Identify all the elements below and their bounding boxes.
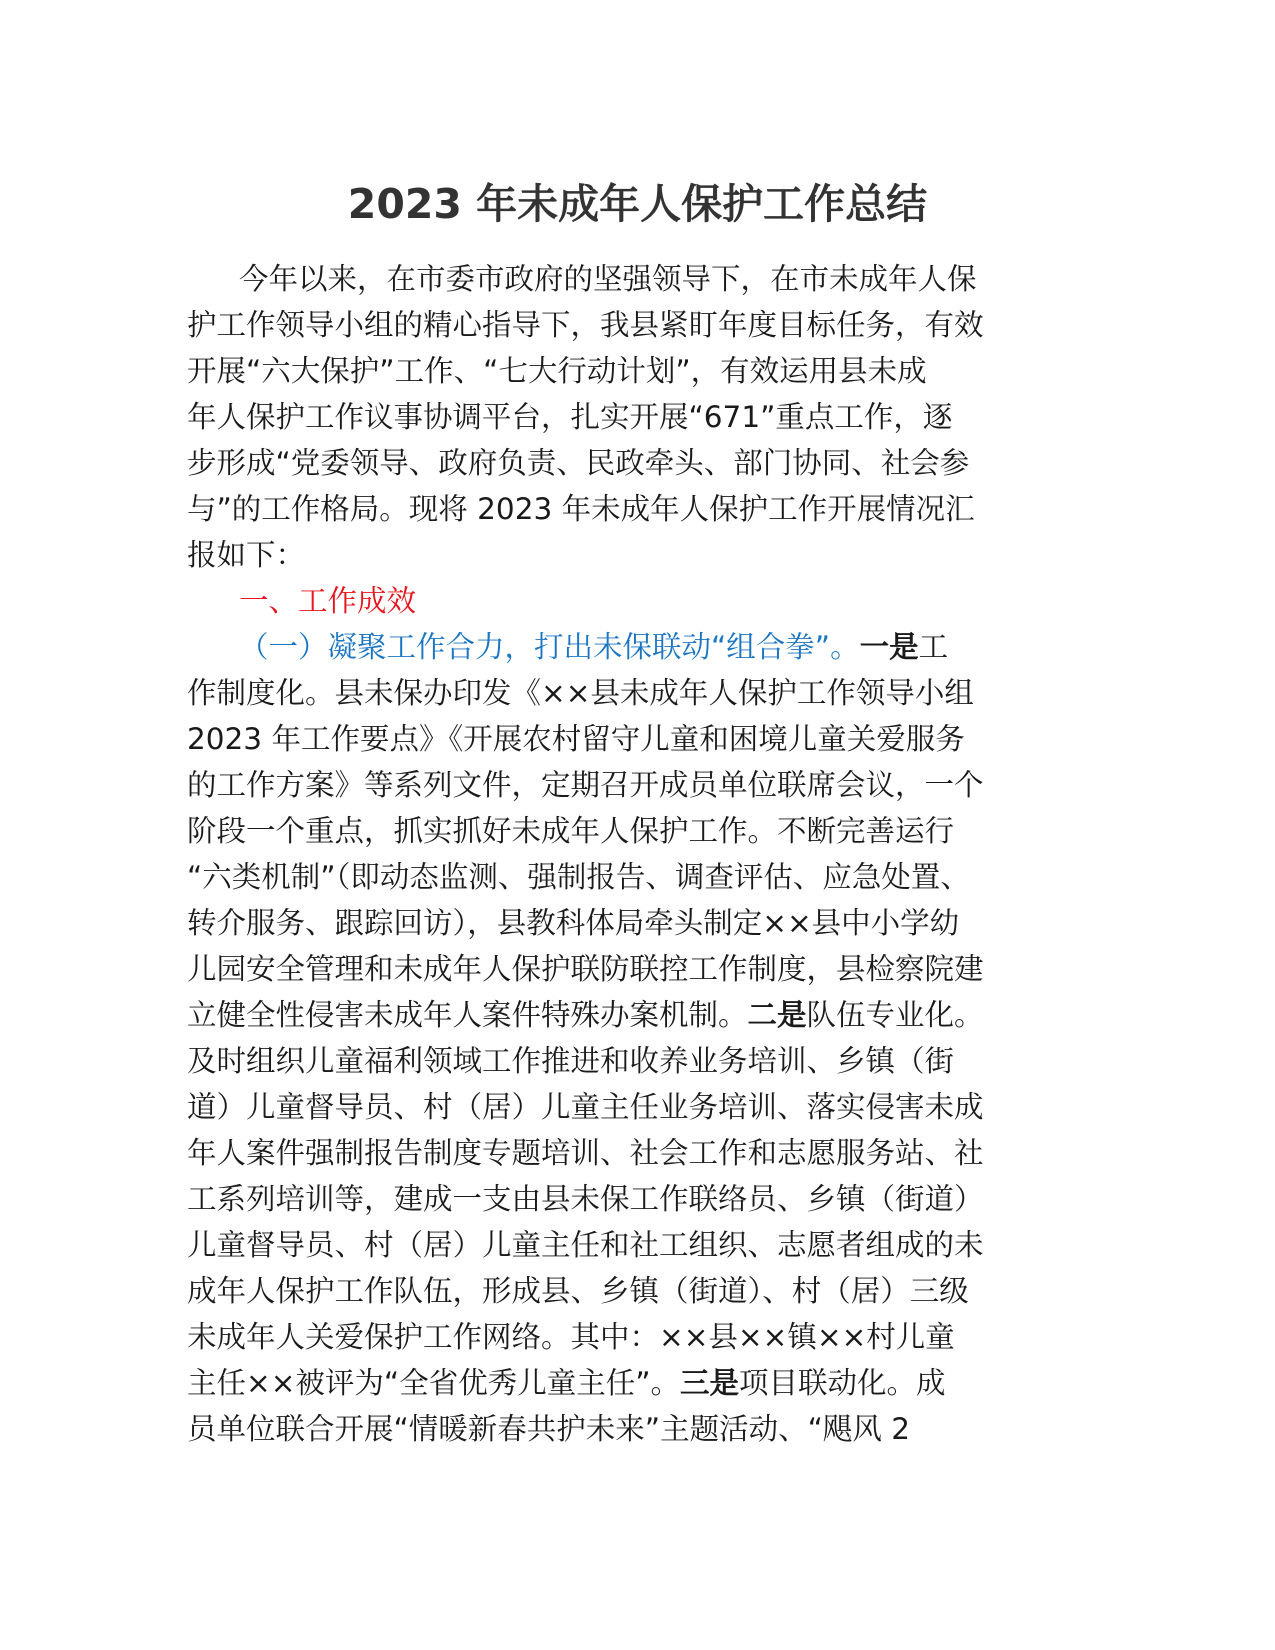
- text-run: 的工作方案》等系列文件，定期召开成员单位联席会议，一个: [187, 768, 984, 802]
- subsection-heading-text: （一）凝聚工作合力，打出未保联动“组合拳”。: [239, 630, 860, 664]
- text-run: 主任××被评为“全省优秀儿童主任”。: [187, 1366, 681, 1400]
- text-line: [187, 1360, 1087, 1406]
- text-run: 步形成“党委领导、政府负责、民政牵头、部门协同、社会参: [187, 446, 970, 480]
- emphasis-text: 一是: [859, 630, 919, 664]
- text-line: [187, 946, 1087, 992]
- text-line: [187, 532, 1087, 578]
- text-run: 今年以来，在市委市政府的坚强领导下，在市未成年人保: [239, 262, 977, 296]
- section-heading-text: 一、工作成效: [239, 584, 417, 618]
- text-line: [187, 256, 1087, 302]
- text-run: 成年人保护工作队伍，形成县、乡镇（街道）、村（居）三级: [187, 1274, 969, 1308]
- text-run: 及时组织儿童福利领域工作推进和收养业务培训、乡镇（街: [187, 1044, 955, 1078]
- subsection-heading: [187, 624, 1087, 670]
- text-line: [187, 1084, 1087, 1130]
- text-run: “六类机制”（即动态监测、强制报告、调查评估、应急处置、: [187, 860, 970, 894]
- text-line: [187, 1038, 1087, 1084]
- emphasis-text: 二是: [747, 998, 807, 1032]
- text-line: [187, 486, 1087, 532]
- text-run: 项目联动化。成: [739, 1366, 946, 1400]
- text-line: [187, 348, 1087, 394]
- body-text: [187, 256, 1087, 1452]
- text-run: 工系列培训等，建成一支由县未保工作联络员、乡镇（街道）: [187, 1182, 984, 1216]
- text-line: [187, 670, 1087, 716]
- text-line: [187, 1222, 1087, 1268]
- text-run: 年人保护工作议事协调平台，扎实开展“671”重点工作，逐: [187, 400, 953, 434]
- page-title: 2023 年未成年人保护工作总结: [347, 180, 928, 228]
- text-line: [187, 440, 1087, 486]
- section-heading: [187, 578, 1087, 624]
- text-run: 阶段一个重点，抓实抓好未成年人保护工作。不断完善运行: [187, 814, 955, 848]
- text-line: [187, 1406, 1087, 1452]
- text-run: 队伍专业化。: [806, 998, 984, 1032]
- text-run: 道）儿童督导员、村（居）儿童主任业务培训、落实侵害未成: [187, 1090, 984, 1124]
- text-line: [187, 808, 1087, 854]
- text-run: 与”的工作格局。现将 2023 年未成年人保护工作开展情况汇: [187, 492, 975, 526]
- text-run: 未成年人关爱保护工作网络。其中：××县××镇××村儿童: [187, 1320, 955, 1354]
- text-line: [187, 716, 1087, 762]
- text-run: 工: [918, 630, 949, 664]
- text-run: 年人案件强制报告制度专题培训、社会工作和志愿服务站、社: [187, 1136, 984, 1170]
- text-line: [187, 854, 1087, 900]
- text-run: 儿童督导员、村（居）儿童主任和社工组织、志愿者组成的未: [187, 1228, 984, 1262]
- text-line: [187, 1268, 1087, 1314]
- text-line: [187, 302, 1087, 348]
- text-run: 员单位联合开展“情暖新春共护未来”主题活动、“飓风 2: [187, 1412, 910, 1446]
- emphasis-text: 三是: [680, 1366, 740, 1400]
- text-line: [187, 1314, 1087, 1360]
- text-run: 开展“六大保护”工作、“七大行动计划”，有效运用县未成: [187, 354, 927, 388]
- text-line: [187, 394, 1087, 440]
- text-line: [187, 900, 1087, 946]
- text-run: 护工作领导小组的精心指导下，我县紧盯年度目标任务，有效: [187, 308, 984, 342]
- text-line: [187, 1176, 1087, 1222]
- text-run: 儿园安全管理和未成年人保护联防联控工作制度，县检察院建: [187, 952, 984, 986]
- text-run: 2023 年工作要点》《开展农村留守儿童和困境儿童关爱服务: [187, 722, 965, 756]
- text-line: [187, 992, 1087, 1038]
- text-line: [187, 1130, 1087, 1176]
- text-run: 作制度化。县未保办印发《××县未成年人保护工作领导小组: [187, 676, 974, 710]
- text-line: [187, 762, 1087, 808]
- text-run: 立健全性侵害未成年人案件特殊办案机制。: [187, 998, 748, 1032]
- text-run: 转介服务、跟踪回访），县教科体局牵头制定××县中小学幼: [187, 906, 960, 940]
- text-run: 报如下：: [187, 538, 306, 572]
